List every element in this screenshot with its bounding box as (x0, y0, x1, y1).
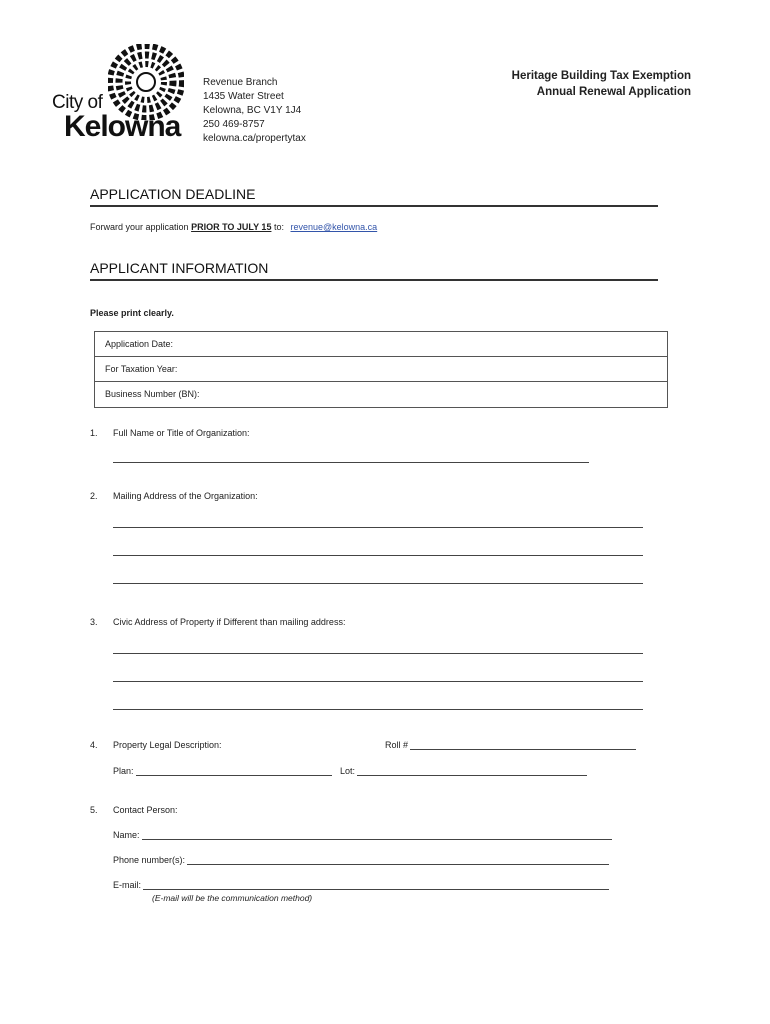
contact-name-line[interactable] (142, 830, 612, 840)
mailing-address-line-3[interactable] (113, 583, 643, 584)
title-line-2: Annual Renewal Application (536, 86, 691, 98)
lot-line[interactable] (357, 766, 587, 776)
document-title (512, 68, 691, 100)
logo-city-text: City of (52, 92, 103, 113)
organization-name-label: Full Name or Title of Organization: (113, 428, 250, 438)
taxation-year-field[interactable]: For Taxation Year: (95, 357, 667, 382)
application-deadline-heading: APPLICATION DEADLINE (90, 186, 658, 207)
roll-label: Roll # (385, 740, 409, 750)
lot-label: Lot: (340, 766, 356, 776)
email-label: E-mail: (113, 880, 142, 890)
civic-address-line-3[interactable] (113, 709, 643, 710)
email-communication-note: (E-mail will be the communication method) (152, 893, 313, 903)
name-label: Name: (113, 830, 140, 840)
mailing-address-line-2[interactable] (113, 555, 643, 556)
plan-line[interactable] (136, 766, 332, 776)
kelowna-emblem-icon (108, 44, 184, 120)
city-of-kelowna-logo (52, 44, 192, 144)
phone-field (113, 855, 609, 865)
print-clearly-instruction: Please print clearly. (90, 308, 174, 318)
item-number: 1. (90, 428, 98, 438)
phone-line[interactable] (187, 855, 609, 865)
applicant-information-heading: APPLICANT INFORMATION (90, 260, 658, 281)
applicant-info-table (94, 331, 668, 408)
item-number: 5. (90, 805, 98, 815)
deadline-instruction (90, 222, 377, 232)
email-field (113, 880, 609, 890)
item-number: 3. (90, 617, 98, 627)
address-line: Revenue Branch (203, 77, 278, 88)
address-line: 1435 Water Street (203, 91, 284, 102)
business-number-field[interactable]: Business Number (BN): (105, 389, 200, 399)
mailing-address-line-1[interactable] (113, 527, 643, 528)
item-number: 2. (90, 491, 98, 501)
logo-kelowna-text: Kelowna (64, 110, 181, 143)
phone-label: Phone number(s): (113, 855, 186, 865)
organization-name-line[interactable] (113, 462, 589, 463)
mailing-address-label: Mailing Address of the Organization: (113, 491, 258, 501)
title-line-1: Heritage Building Tax Exemption (511, 70, 691, 82)
civic-address-line-2[interactable] (113, 681, 643, 682)
lot-field (340, 766, 587, 776)
item-number: 4. (90, 740, 98, 750)
legal-description-label: Property Legal Description: (113, 740, 222, 750)
civic-address-line-1[interactable] (113, 653, 643, 654)
roll-number-field (385, 740, 636, 750)
deadline-prefix: Forward your application (90, 222, 189, 232)
address-line: Kelowna, BC V1Y 1J4 (203, 105, 302, 116)
application-date-field[interactable]: Application Date: (95, 332, 667, 357)
contact-name-field (113, 830, 612, 840)
roll-number-line[interactable] (410, 740, 636, 750)
civic-address-label: Civic Address of Property if Different than mailing address: (113, 617, 346, 627)
revenue-branch-address (203, 76, 306, 146)
email-line[interactable] (143, 880, 609, 890)
address-line: 250 469-8757 (203, 119, 265, 130)
contact-person-label: Contact Person: (113, 805, 178, 815)
plan-field (113, 766, 332, 776)
deadline-date: PRIOR TO JULY 15 (191, 222, 272, 232)
plan-label: Plan: (113, 766, 134, 776)
address-line: kelowna.ca/propertytax (203, 133, 306, 144)
deadline-to: to: (273, 222, 284, 232)
revenue-email-link[interactable]: revenue@kelowna.ca (290, 222, 378, 232)
